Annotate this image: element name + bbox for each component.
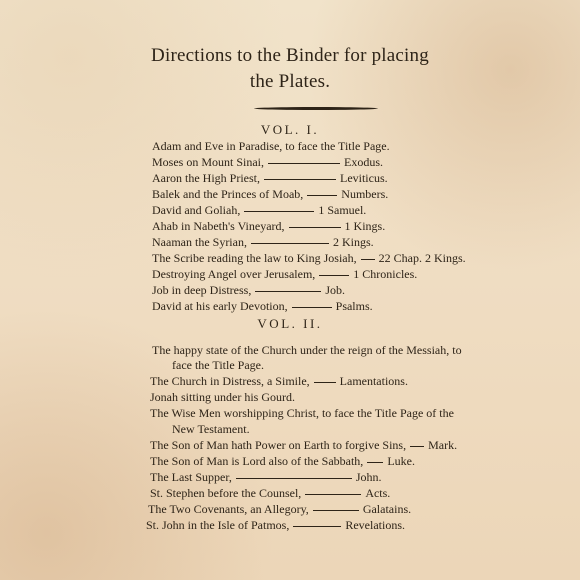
plate-entry — [152, 186, 388, 202]
plate-entry — [150, 373, 408, 389]
plate-subject: face the Title Page. — [172, 358, 264, 372]
plate-entry — [152, 266, 417, 282]
plate-entry — [148, 501, 411, 517]
leader-dash — [410, 446, 424, 447]
leader-dash — [313, 510, 359, 511]
plate-entry — [152, 218, 385, 234]
plate-placement: Galatains. — [362, 502, 412, 516]
leader-dash — [251, 243, 329, 244]
plate-entry — [172, 421, 250, 437]
plate-entry — [152, 170, 388, 186]
plate-placement: Numbers. — [341, 187, 389, 201]
plate-entry — [172, 357, 264, 373]
plate-subject: Adam and Eve in Paradise, to face the Title Page. — [152, 139, 390, 153]
plate-placement: Leviticus. — [339, 171, 388, 185]
page-title-line-1: Directions to the Binder for placing — [151, 45, 429, 66]
leader-dash — [367, 462, 383, 463]
plate-subject: Job in deep Distress, — [152, 283, 252, 297]
plate-entry — [152, 250, 466, 266]
leader-dash — [307, 195, 337, 196]
leader-dash — [268, 163, 340, 164]
volume-1-heading: VOL. I. — [260, 122, 320, 137]
plate-entry — [150, 453, 415, 469]
plate-subject: St. John in the Isle of Patmos, — [146, 518, 290, 532]
plate-placement: 22 Chap. 2 Kings. — [378, 251, 466, 265]
plate-placement: Acts. — [365, 486, 391, 500]
plate-placement: Lamentations. — [339, 374, 408, 388]
plate-subject: Ahab in Nabeth's Vineyard, — [152, 219, 285, 233]
plate-entry — [152, 298, 373, 314]
plate-entry — [150, 485, 390, 501]
plate-subject: The Church in Distress, a Simile, — [150, 374, 310, 388]
plate-entry — [150, 405, 454, 421]
leader-dash — [314, 382, 336, 383]
plate-subject: David and Goliah, — [152, 203, 241, 217]
plate-subject: The Scribe reading the law to King Josiah, — [152, 251, 357, 265]
plate-entry — [152, 282, 345, 298]
plate-subject: Naaman the Syrian, — [152, 235, 247, 249]
plate-subject: The Son of Man is Lord also of the Sabbath, — [150, 454, 364, 468]
plate-subject: St. Stephen before the Counsel, — [150, 486, 302, 500]
plate-placement: Revelations. — [345, 518, 405, 532]
plate-entry — [152, 154, 383, 170]
plate-placement: Luke. — [387, 454, 415, 468]
leader-dash — [361, 259, 375, 260]
plate-placement: Exodus. — [344, 155, 384, 169]
plate-entry — [152, 234, 374, 250]
leader-dash — [289, 227, 341, 228]
plate-subject: David at his early Devotion, — [152, 299, 288, 313]
plate-subject: The Last Supper, — [150, 470, 232, 484]
leader-dash — [319, 275, 349, 276]
plate-placement: 1 Samuel. — [318, 203, 367, 217]
plate-entry — [152, 138, 390, 154]
plate-entry — [152, 342, 462, 358]
leader-dash — [305, 494, 361, 495]
plate-placement: 2 Kings. — [332, 235, 374, 249]
page-title-line-2: the Plates. — [249, 71, 331, 92]
plate-placement: Mark. — [428, 438, 458, 452]
plate-placement: 1 Chronicles. — [353, 267, 418, 281]
leader-dash — [255, 291, 321, 292]
plate-subject: Aaron the High Priest, — [152, 171, 260, 185]
volume-2-heading: VOL. II. — [257, 316, 323, 331]
plate-subject: The happy state of the Church under the reign of the Messiah, to — [152, 343, 462, 357]
title-rule-ornament — [254, 107, 378, 110]
plate-placement: John. — [355, 470, 382, 484]
plate-entry — [146, 517, 405, 533]
leader-dash — [244, 211, 314, 212]
plate-placement: Psalms. — [335, 299, 373, 313]
leader-dash — [264, 179, 336, 180]
plate-subject: New Testament. — [172, 422, 250, 436]
plate-entry — [152, 202, 366, 218]
plate-placement: Job. — [325, 283, 345, 297]
plate-subject: Moses on Mount Sinai, — [152, 155, 265, 169]
plate-subject: The Wise Men worshipping Christ, to face the Title Page of the — [150, 406, 454, 420]
plate-placement: 1 Kings. — [344, 219, 386, 233]
plate-entry — [150, 437, 457, 453]
plate-subject: Destroying Angel over Jerusalem, — [152, 267, 316, 281]
plate-subject: Jonah sitting under his Gourd. — [150, 390, 295, 404]
leader-dash — [292, 307, 332, 308]
plate-entry — [150, 469, 382, 485]
leader-dash — [293, 526, 341, 527]
leader-dash — [236, 478, 352, 479]
plate-entry — [150, 389, 295, 405]
plate-subject: Balek and the Princes of Moab, — [152, 187, 304, 201]
plate-subject: The Son of Man hath Power on Earth to forgive Sins, — [150, 438, 407, 452]
plate-subject: The Two Covenants, an Allegory, — [148, 502, 309, 516]
